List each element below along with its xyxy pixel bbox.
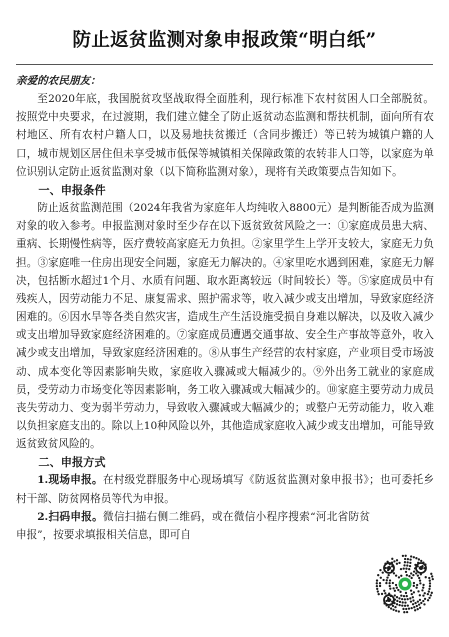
method-onsite-paragraph [16,471,434,507]
intro-paragraph: 至2020年底，我国脱贫攻坚战取得全面胜利，现行标准下农村贫困人口全部脱贫。按照党中央要求，在过渡期，我们建立健全了防止返贫动态监测和帮扶机制，面向所有农村地区、所有农村户籍人口，以及易地扶贫搬迁（含同步搬迁）等已转为城镇户籍的人口，城市规划区居住但未享受城市低保等城镇相关保障政策的农转非人口等，以家庭为单位识别认定防止返贫监测对象（以下简称监测对象），现将有关政策要点告知如下。 [16,93,434,178]
method-scan-label: 2.扫码申报。 [37,510,104,523]
page-title: 防止返贫监测对象申报政策“明白纸” [72,30,377,51]
section-heading-methods: 二、申报方式 [38,455,106,470]
method-scan-paragraph [16,508,434,544]
method-onsite-label: 1.现场申报。 [37,474,103,487]
greeting: 亲爱的农民朋友： [16,75,101,87]
section-heading-conditions: 一、申报条件 [38,182,106,197]
qr-code-icon[interactable] [373,552,437,616]
title-divider [16,64,433,65]
method-scan-text: 微信扫描右侧二维码，或在微信小程序搜索“河北省防贫申报”，按要求填报相关信息，即可自 [16,510,370,541]
conditions-paragraph: 防止返贫监测范围（2024年我省为家庭年人均纯收入8800元）是判断能否成为监测对象的收入参考。申报监测对象时至少存在以下返贫致贫风险之一：①家庭成员患大病、重病、长期慢性病等，医疗费较高家庭无力负担。②家里学生上学开支较大，家庭无力负担。③家庭唯一住房出现安全问题，家庭无力解决的。④家里吃水遇到困难，家庭无力解决，包括断水超过1个月、水质有问题、取水距离较远（时间较长）等。⑤家庭成员中有残疾人，因劳动能力不足、康复需求、照护需求等，收入减少或支出增加，导致家庭经济困难的。⑥因水旱等各类自然灾害，造成生产生活设施受损自身难以解决，以及收入减少或支出增加导致家庭经济困难的。⑦家庭成员遭遇交通事故、安全生产事故等意外，收入减少或支出增加，导致家庭经济困难的。⑧从事生产经营的农村家庭，产业项目受市场波动、成本变化等因素影响失败，家庭收入骤减或大幅减少的。⑨外出务工就业的家庭成员，受劳动力市场变化等因素影响，务工收入骤减或大幅减少的。⑩家庭主要劳动力成员丧失劳动力、变为弱半劳动力，导致收入骤减或大幅减少的；或整户无劳动能力，收入难以负担家庭支出的。除以上10种风险以外，其他造成家庭收入减少或支出增加，可能导致返贫致贫风险的。 [16,202,434,451]
method-onsite-text: 在村级党群服务中心现场填写《防返贫监测对象申报书》；也可委托乡村干部、防贫网格员等代为申报。 [16,474,434,505]
document-body [16,72,434,544]
